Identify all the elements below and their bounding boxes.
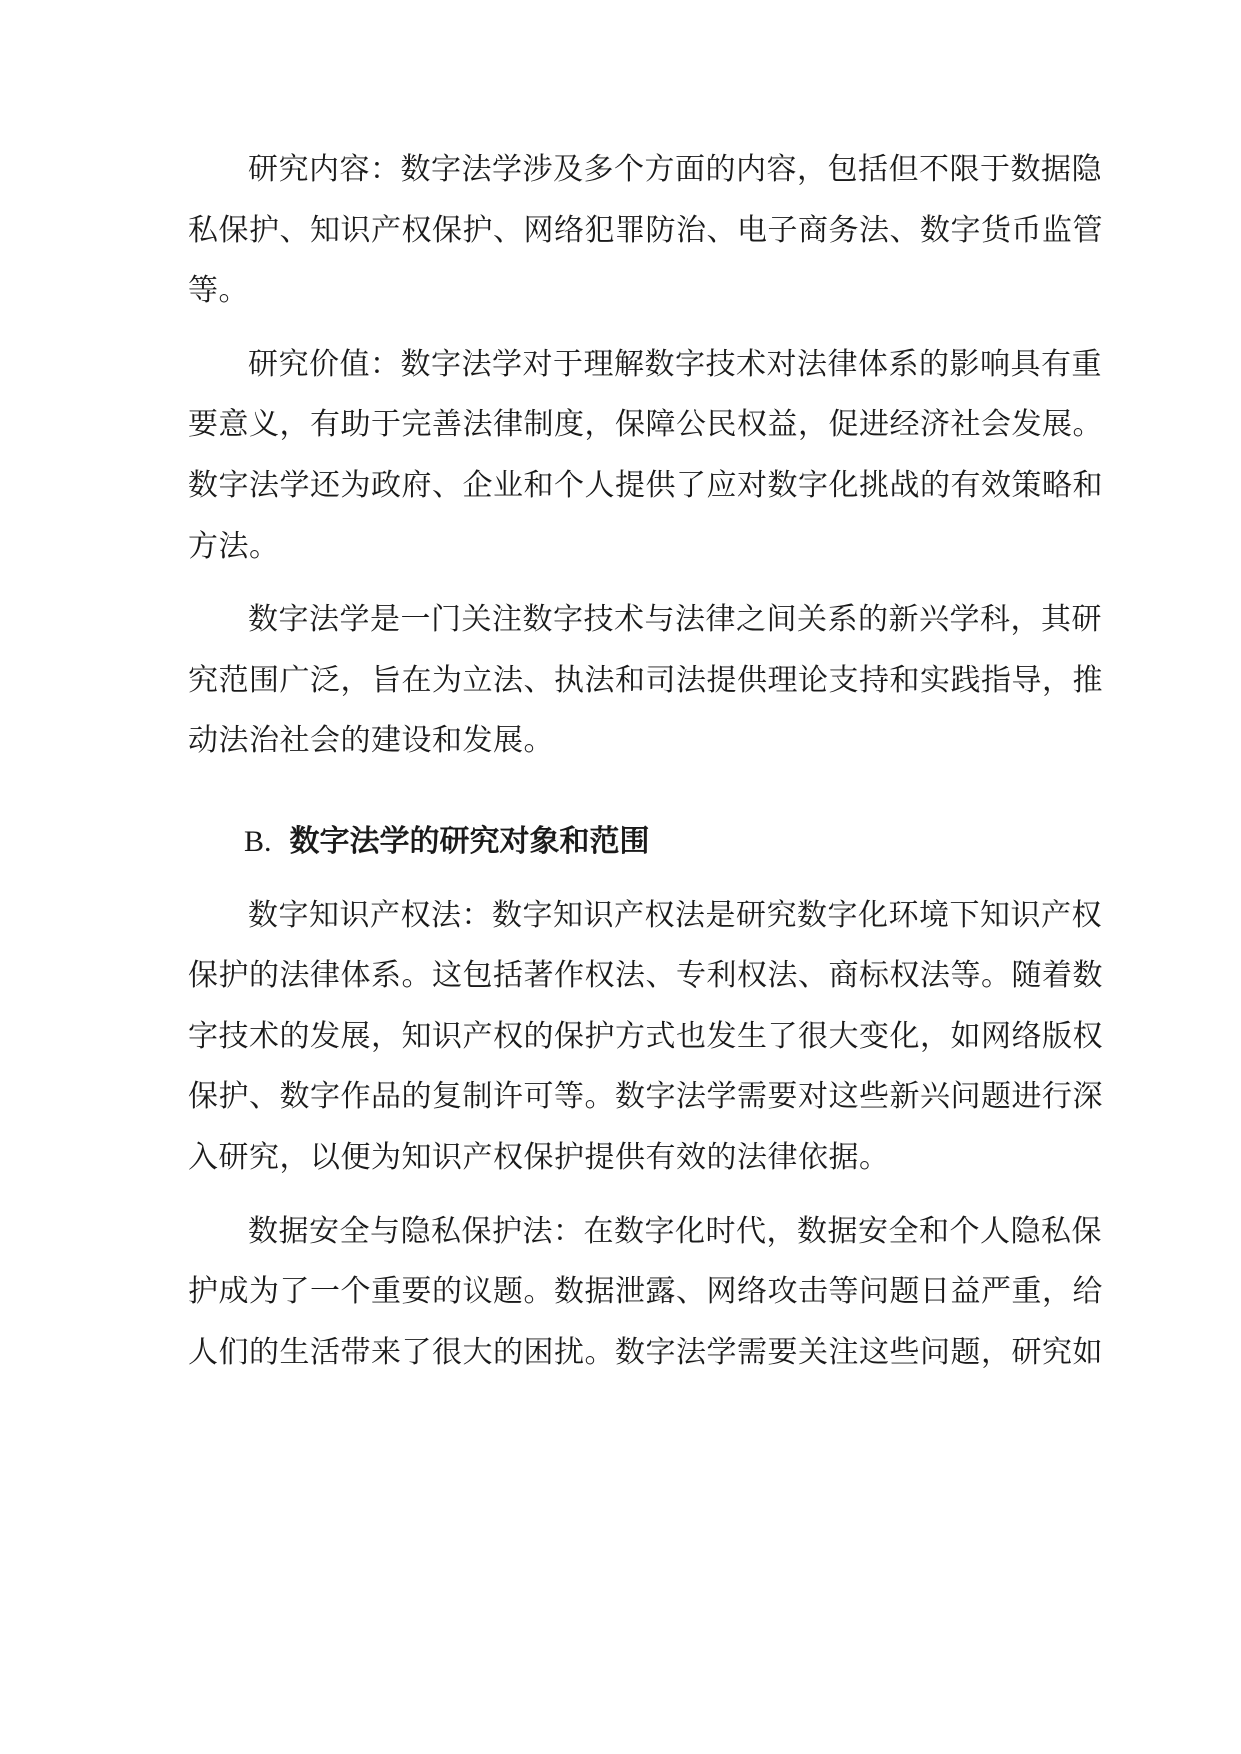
text-line: 数字知识产权法：数字知识产权法是研究数字化环境下知识产权 [248,897,1102,933]
text-line: 私保护、知识产权保护、网络犯罪防治、电子商务法、数字货币监管 [188,212,1103,248]
text-line: 数字法学是一门关注数字技术与法律之间关系的新兴学科，其研 [248,602,1102,638]
text-line: 动法治社会的建设和发展。 [188,723,554,759]
text-line: 入研究，以便为知识产权保护提供有效的法律依据。 [188,1139,890,1175]
text-line: 研究价值：数字法学对于理解数字技术对法律体系的影响具有重 [248,346,1102,382]
text-line: 字技术的发展，知识产权的保护方式也发生了很大变化，如网络版权 [188,1018,1103,1054]
section-letter: B. [244,824,272,858]
text-line: 方法。 [188,528,280,564]
document-page [188,140,1103,1383]
text-line: 研究内容：数字法学涉及多个方面的内容，包括但不限于数据隐 [248,152,1102,187]
text-line: 保护的法律体系。这包括著作权法、专利权法、商标权法等。随着数 [188,958,1103,994]
paragraph-gap [188,577,1068,590]
paragraph-gap [188,1189,1068,1202]
text-line: 数据安全与隐私保护法：在数字化时代，数据安全和个人隐私保 [248,1213,1102,1249]
section-gap [188,772,1068,812]
section-heading [188,812,1068,873]
paragraph-gap [188,322,1068,335]
text-line: 护成为了一个重要的议题。数据泄露、网络攻击等问题日益严重，给 [188,1274,1103,1310]
paragraph-digital-ip-law [188,886,1103,1189]
paragraph-research-value [188,335,1103,577]
text-line: 等。 [188,273,249,309]
text-line: 人们的生活带来了很大的困扰。数字法学需要关注这些问题，研究如 [188,1334,1103,1370]
paragraph-summary [188,590,1103,772]
paragraph-data-security-privacy [188,1202,1103,1384]
text-line: 要意义，有助于完善法律制度，保障公民权益，促进经济社会发展。 [188,407,1103,443]
text-line: 保护、数字作品的复制许可等。数字法学需要对这些新兴问题进行深 [188,1079,1103,1115]
paragraph-research-content [188,140,1103,322]
paragraph-gap [188,873,1068,886]
text-line: 究范围广泛，旨在为立法、执法和司法提供理论支持和实践指导，推 [188,662,1103,698]
text-line: 数字法学还为政府、企业和个人提供了应对数字化挑战的有效策略和 [188,467,1103,503]
section-title: 数字法学的研究对象和范围 [289,823,650,859]
